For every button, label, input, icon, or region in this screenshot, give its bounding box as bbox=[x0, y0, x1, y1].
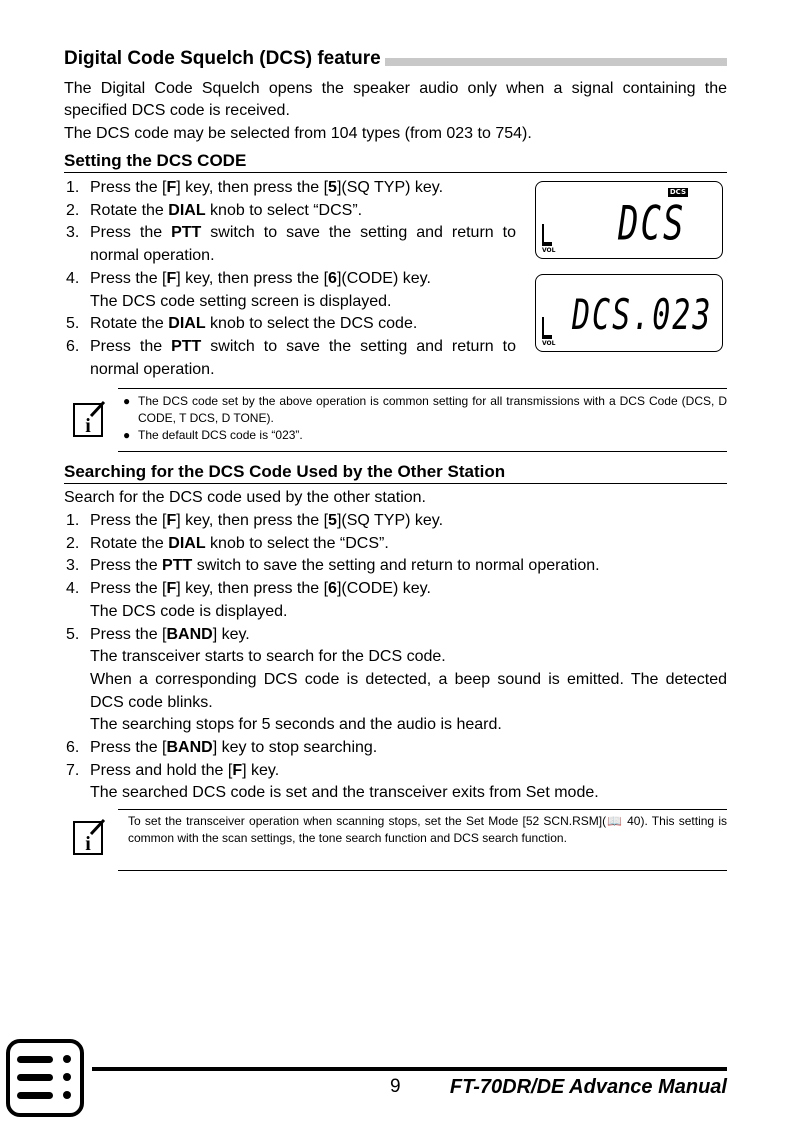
lcd-segment-text: DCS.023 bbox=[572, 291, 713, 340]
volume-bar-icon bbox=[542, 317, 552, 339]
search-step-2: 2. Rotate the DIAL knob to select the “DCS”. bbox=[66, 534, 389, 552]
note-bullet: ● The DCS code set by the above operation is common setting for all transmissions with a DCS Code (DCS, D CODE, T DCS, D TONE). bbox=[123, 394, 727, 425]
lcd-segment-text: DCS bbox=[618, 196, 686, 252]
setting-step-5: 5. Rotate the DIAL knob to select the DCS code. bbox=[66, 315, 418, 333]
page-number: 9 bbox=[390, 1076, 401, 1097]
info-note-icon bbox=[73, 400, 107, 438]
note-bullet: ● The default DCS code is “023”. bbox=[123, 428, 303, 442]
lcd-display-dcs-code bbox=[535, 274, 723, 352]
section-title: Digital Code Squelch (DCS) feature bbox=[64, 48, 727, 70]
search-step-6: 6. Press the [BAND] key to stop searching. bbox=[66, 739, 378, 757]
svg-text:i: i bbox=[85, 833, 91, 855]
setting-step-4: 4. Press the [F] key, then press the [6](CODE) key. The DCS code setting screen is displayed. bbox=[66, 269, 431, 310]
info-note-icon bbox=[73, 818, 107, 856]
intro-paragraph-1: The Digital Code Squelch opens the speaker audio only when a signal containing the specified DCS code is received. bbox=[64, 80, 727, 119]
search-step-7: 7. Press and hold the [F] key. The searched DCS code is set and the transceiver exits from Set mode. bbox=[66, 761, 599, 802]
search-step-3: 3. Press the PTT switch to save the setting and return to normal operation. bbox=[66, 557, 600, 575]
vol-label: VOL bbox=[542, 247, 556, 254]
volume-bar-icon bbox=[542, 224, 552, 246]
search-heading: Searching for the DCS Code Used by the Other Station bbox=[64, 461, 727, 484]
search-step-1: 1. Press the [F] key, then press the [5](SQ TYP) key. bbox=[66, 512, 444, 529]
intro-paragraph-2: The DCS code may be selected from 104 types (from 023 to 754). bbox=[64, 125, 532, 142]
manual-title: FT-70DR/DE Advance Manual bbox=[449, 1076, 727, 1098]
setting-step-2: 2. Rotate the DIAL knob to select “DCS”. bbox=[66, 201, 363, 219]
dcs-indicator: DCS bbox=[669, 188, 686, 196]
note-box-2: To set the transceiver operation when scanning stops, set the Set Mode [52 SCN.RSM](📖 40). This setting is common with the scan settings, the tone search function and DCS search function. bbox=[118, 809, 727, 871]
svg-text:i: i bbox=[85, 415, 91, 437]
setting-step-3: 3. Press the PTT switch to save the setting and return to normal operation. bbox=[66, 224, 517, 265]
setting-heading: Setting the DCS CODE bbox=[64, 150, 727, 173]
setting-step-6: 6. Press the PTT switch to save the setting and return to normal operation. bbox=[66, 337, 517, 378]
search-intro: Search for the DCS code used by the other station. bbox=[64, 489, 426, 506]
setting-steps bbox=[64, 177, 516, 381]
lcd-display-dcs bbox=[535, 181, 723, 259]
search-steps bbox=[64, 510, 727, 805]
note-box-1 bbox=[118, 388, 727, 452]
search-step-4: 4. Press the [F] key, then press the [6](CODE) key. The DCS code is displayed. bbox=[66, 580, 431, 620]
vol-label: VOL bbox=[542, 340, 556, 347]
footer-rule bbox=[92, 1067, 727, 1071]
setting-step-1: 1. Press the [F] key, then press the [5](SQ TYP) key. bbox=[66, 179, 444, 196]
menu-icon[interactable] bbox=[5, 1038, 85, 1118]
search-step-5: 5. Press the [BAND] key. The transceiver starts to search for the DCS code. When a corresponding DCS code is detected, a beep sound is emitted. The detected DCS code blinks. The searching stops for 5 seconds and the audio is heard. bbox=[66, 625, 727, 734]
